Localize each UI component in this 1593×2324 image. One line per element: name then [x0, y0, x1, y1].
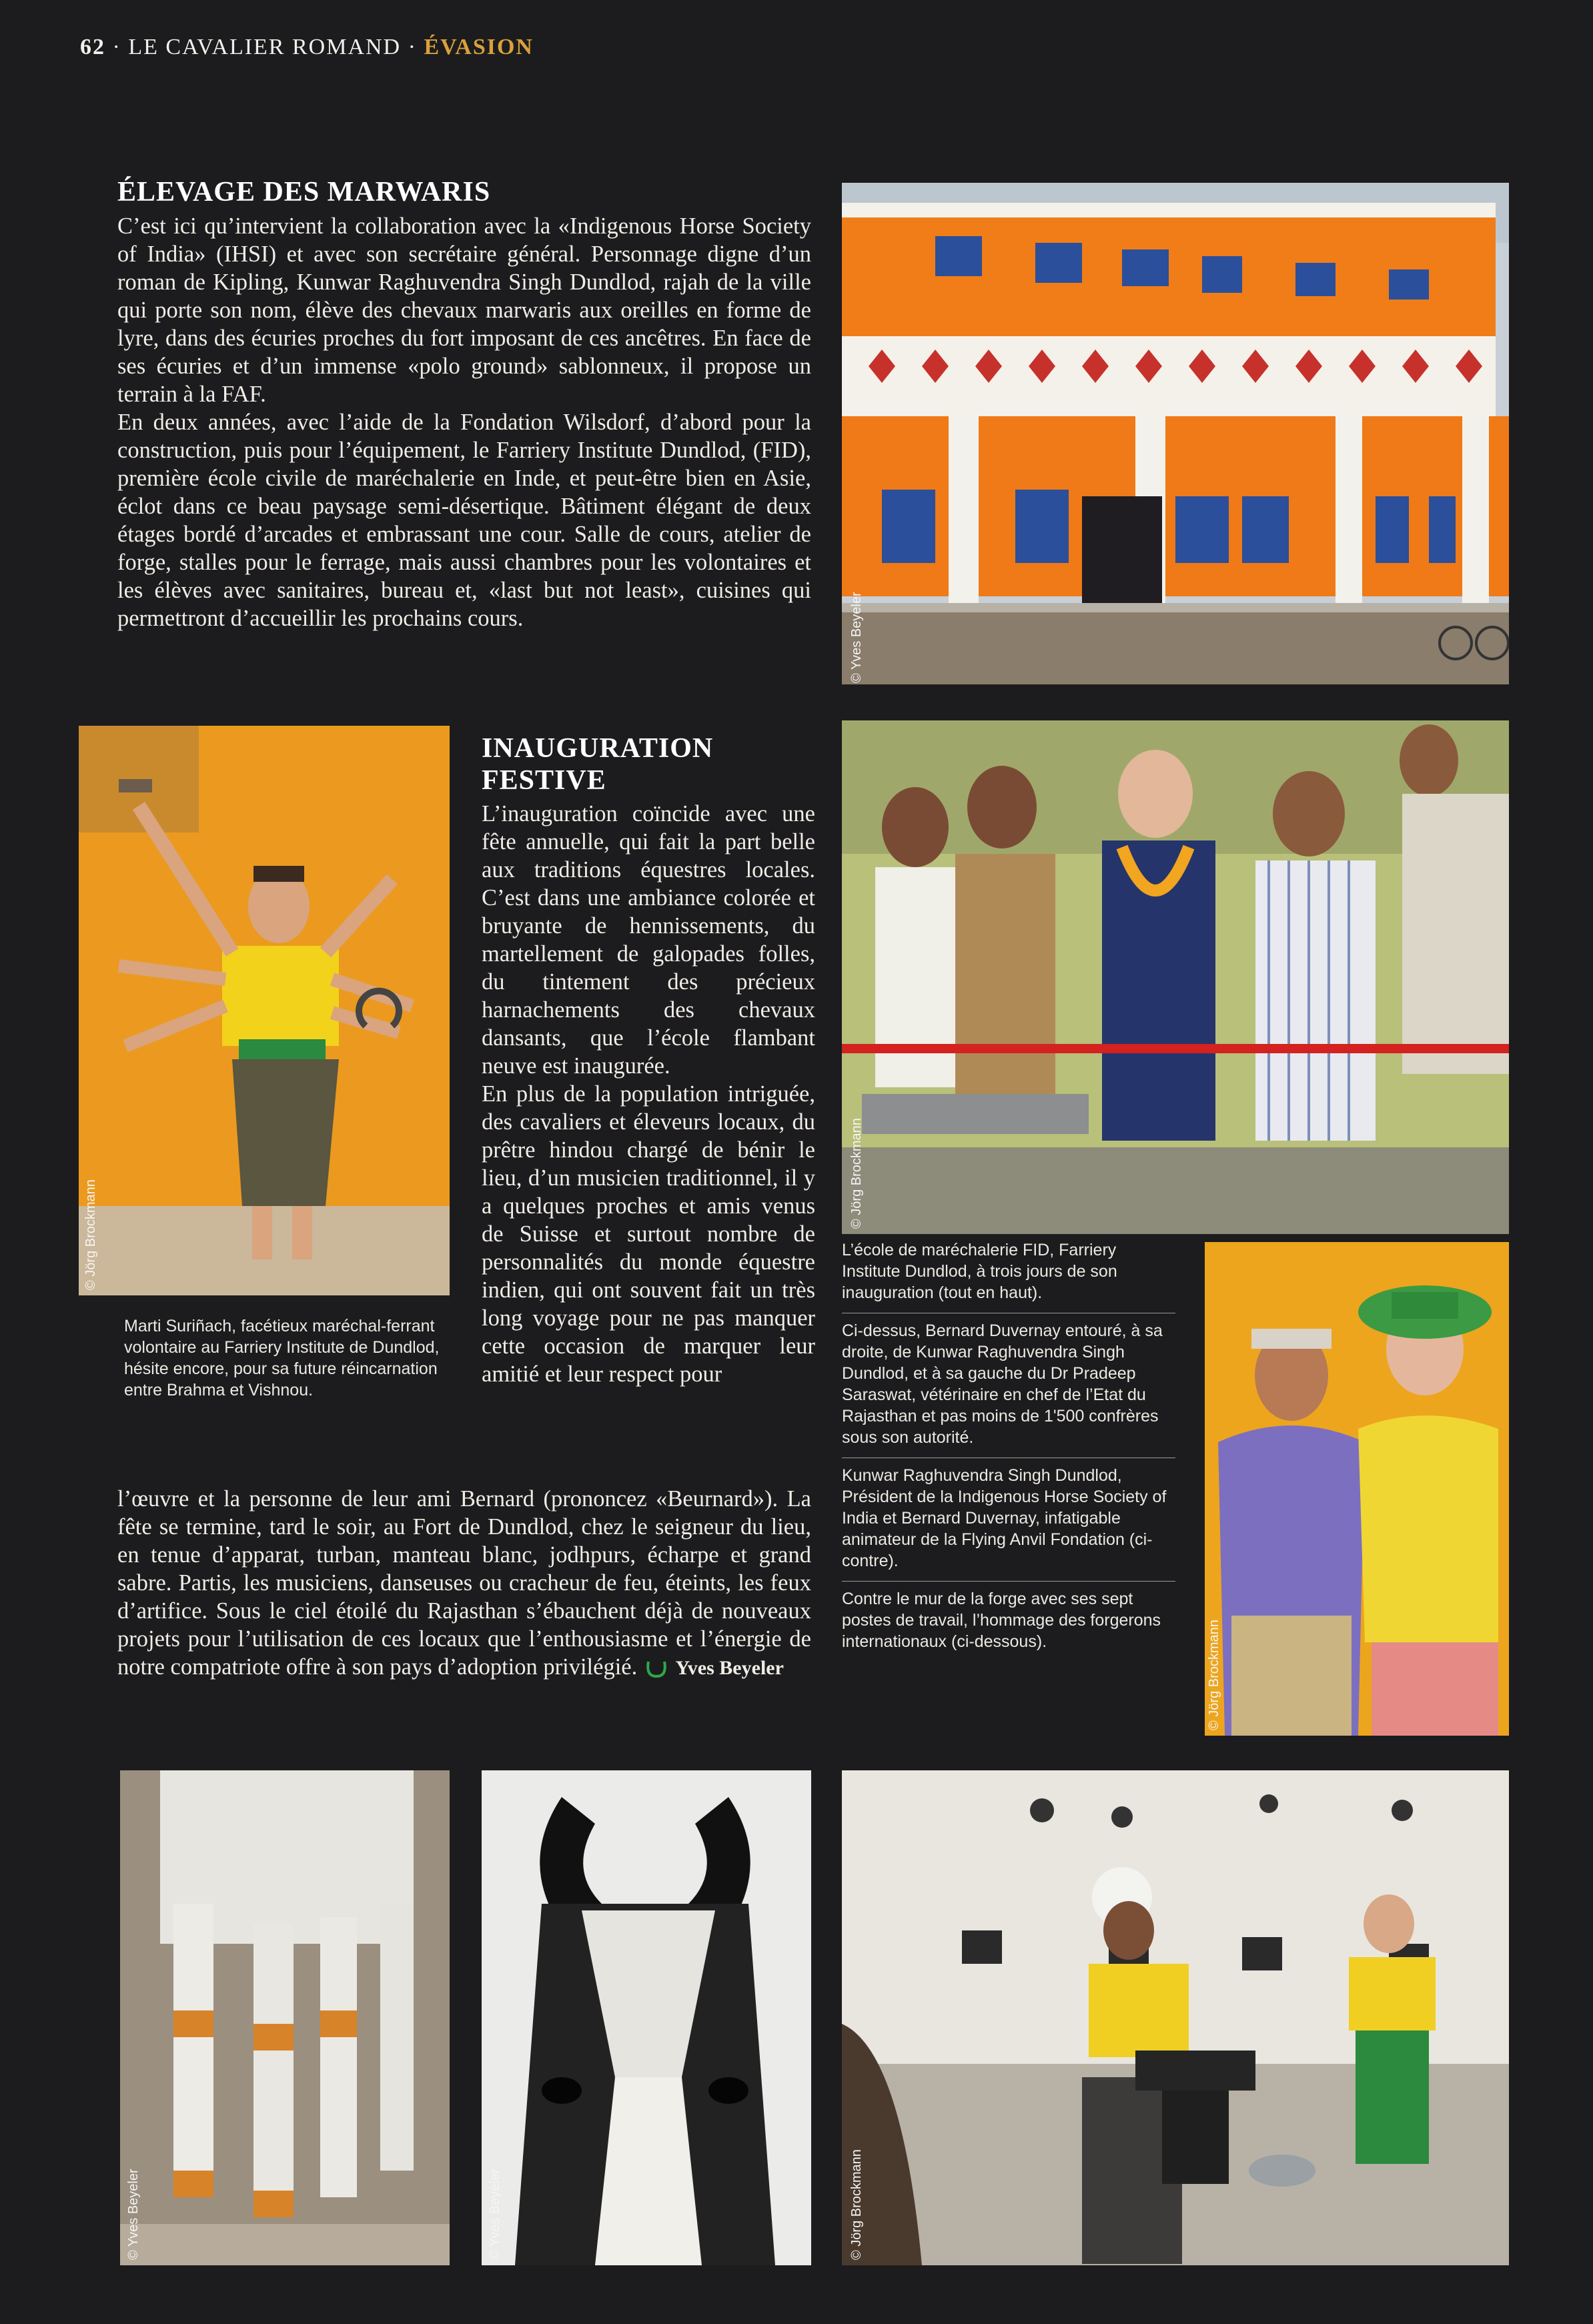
photo-credit: © Yves Beyeler [849, 592, 864, 683]
paragraph: En deux années, avec l’aide de la Fondation Wilsdorf, d’abord pour la construction, puis pour l’équipement, le Farriery Institute Dundlod, (FID), première école civile de maréchalerie en Inde, et peut-être bien en Asie, éclot dans ce beau paysage semi-désertique. Bâtiment élégant de deux étages bordé d’arcades et embrassant une cour. Salle de cours, atelier de forge, stalles pour le ferrage, mais aussi chambres pour les volontaires et les élèves avec sanitaires, bureau et, «last but not least», cuisines qui permettront d’accueillir les prochains cours. [117, 410, 811, 632]
photo-school-building [842, 183, 1509, 684]
paragraph: C’est ici qu’intervient la collaboration avec la «Indigenous Horse Society of India» (IHSI) et avec son secrétaire général. Personnage digne d’un roman de Kipling, Kunwar Raghuvendra Singh Dundlod, rajah de la ville qui porte son nom, élève des chevaux marwaris aux oreilles en forme de lyre, dans des écuries proches du fort imposant de ces ancêtres. En face de ses écuries et d’un immense «polo ground» sablonneux, il propose un terrain à la FAF. [117, 213, 811, 408]
running-header [80, 35, 534, 60]
header-separator: · [112, 35, 121, 59]
photo-horse-legs [120, 1770, 450, 2265]
captions-right [842, 1239, 1175, 1662]
caption-text: Marti Suriñach, facétieux maréchal-ferrant volontaire au Farriery Institute de Dundlod, hésite encore, pour sa future réincarnation entre Brahma et Vishnou. [124, 1317, 440, 1399]
paragraph: En plus de la population intriguée, des cavaliers et éleveurs locaux, du prêtre hindou chargé de bénir le lieu, d’un musicien traditionnel, il y a quelques proches et amis venus de Suisse et surtout nombre de personnalités du monde équestre indien, qui ont souvent fait un très long voyage pour ne pas manquer cette occasion de marquer leur amitié et leur respect pour [482, 1081, 815, 1387]
paragraph: l’œuvre et la personne de leur ami Bernard (prononcez «Beurnard»). La fête se termine, tard le soir, au Fort de Dundlod, chez le seigneur du lieu, en tenue d’apparat, turban, manteau blanc, jodhpurs, écharpe et grand sabre. Partis, les musiciens, danseuses ou cracheur de feu, éteints, les feux d’artifice. Sous le ciel étoilé du Rajasthan s’ébauchent déjà de nouveaux projets pour l’utilisation de ces locaux que l’enthousiasme et l’énergie de notre compatriote offre à son pays d’adoption privilégié. [117, 1486, 811, 1680]
photo-two-men [1205, 1242, 1509, 1736]
caption-divider [842, 1581, 1175, 1582]
ribbon-cutting-image [842, 720, 1509, 1234]
photo-credit: © Yves Beyeler [126, 2169, 141, 2260]
section-title: ÉVASION [424, 35, 534, 59]
photo-horse-ears [482, 1770, 811, 2265]
section-elevage [117, 176, 811, 632]
photo-credit: © Jörg Brockmann [849, 2149, 864, 2260]
heading-inauguration [482, 732, 815, 797]
caption-ribbon: Ci-dessus, Bernard Duvernay entouré, à sa droite, de Kunwar Raghuvendra Singh Dundlod, et à sa gauche du Dr Pradeep Saraswat, vétérinaire en chef de l’Etat du Rajasthan et pas moins de 1'500 confrères sous son autorité. [842, 1321, 1163, 1447]
photo-forge [842, 1770, 1509, 2265]
school-building-image [842, 183, 1509, 684]
photo-credit: © Jörg Brockmann [83, 1179, 98, 1290]
caption-forge: Contre le mur de la forge avec ses sept postes de travail, l’hommage des forgerons internationaux (ci-dessous). [842, 1590, 1161, 1651]
horse-ears-image [482, 1770, 811, 2265]
photo-ribbon-cutting [842, 720, 1509, 1234]
heading-line: INAUGURATION [482, 733, 714, 764]
farrier-image [79, 726, 450, 1295]
page-number: 62 [80, 35, 105, 59]
magazine-title: LE CAVALIER ROMAND [128, 35, 402, 59]
photo-farrier [79, 726, 450, 1295]
photo-credit: © Yves Beyeler [488, 2169, 502, 2260]
horse-legs-image [120, 1770, 450, 2265]
author-signature: Yves Beyeler [675, 1657, 784, 1679]
section-inauguration [482, 732, 815, 1388]
heading-elevage: ÉLEVAGE DES MARWARIS [117, 177, 491, 207]
caption-farrier [124, 1315, 458, 1410]
photo-credit: © Jörg Brockmann [1207, 1620, 1221, 1730]
caption-duo: Kunwar Raghuvendra Singh Dundlod, Président de la Indigenous Horse Society of India et Bernard Duvernay, infatigable animateur de la Flying Anvil Fondation (ci-contre). [842, 1466, 1167, 1570]
two-men-image [1205, 1242, 1509, 1736]
photo-credit: © Jörg Brockmann [849, 1118, 864, 1229]
header-separator: · [408, 35, 417, 59]
caption-school: L’école de maréchalerie FID, Farriery Institute Dundlod, à trois jours de son inauguration (tout en haut). [842, 1241, 1117, 1302]
paragraph: L’inauguration coïncide avec une fête annuelle, qui fait la part belle aux traditions équestres locales. C’est dans une ambiance colorée et bruyante de hennissements, du martellement de galopades folles, du tintement des précieux harnachements des chevaux dansants, que l’école flambant neuve est inaugurée. [482, 800, 815, 1079]
heading-line: FESTIVE [482, 765, 606, 796]
section-conclusion [117, 1485, 811, 1682]
horseshoe-icon [643, 1659, 670, 1679]
forge-image [842, 1770, 1509, 2265]
